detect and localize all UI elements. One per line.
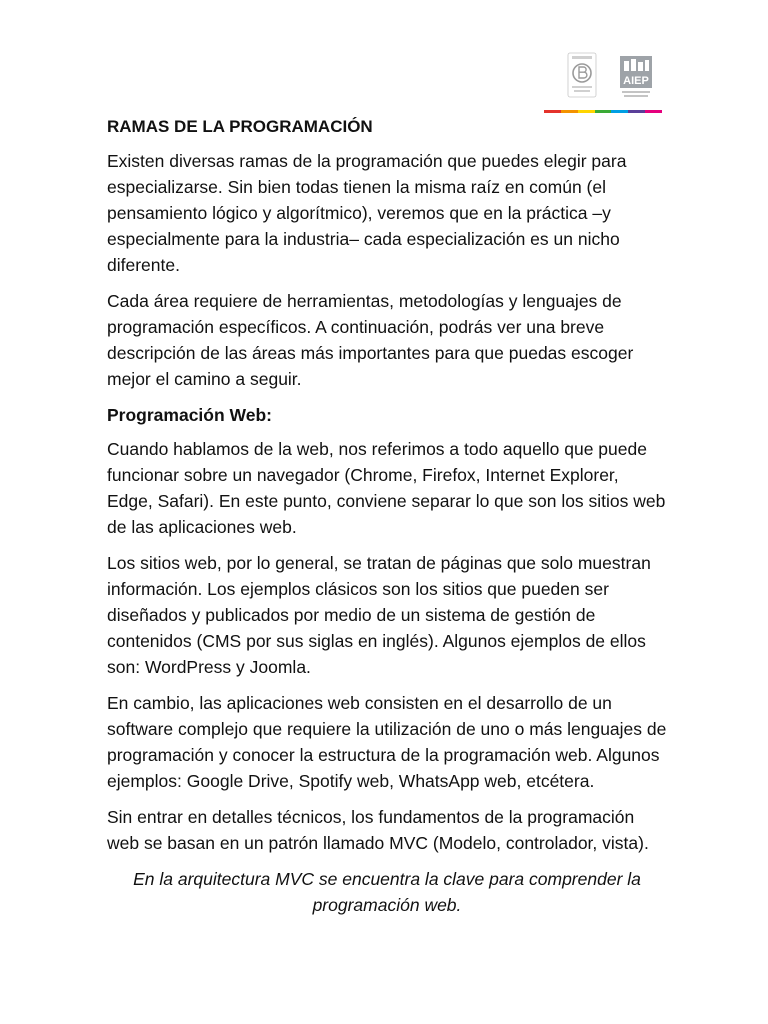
section-paragraph-2: Los sitios web, por lo general, se tratan de páginas que solo muestran información. Los ejemplos clásicos son los sitios que pueden ser diseñados y publicados por medio de un sistema de gestión de contenidos (CMS por sus siglas en inglés). Algunos ejemplos de ellos son: WordPress y Joomla. (107, 553, 651, 677)
rainbow-segment (578, 110, 595, 113)
header-logos (560, 52, 660, 108)
aiep-logo (620, 56, 652, 98)
highlight-quote: En la arquitectura MVC se encuentra la clave para comprender la programación web. (133, 869, 641, 915)
intro-paragraph-2: Cada área requiere de herramientas, metodologías y lenguajes de programación específicos. A continuación, podrás ver una breve descripción de las áreas más importantes para que puedas escoger mejor el camino a seguir. (107, 291, 634, 389)
rainbow-segment (561, 110, 578, 113)
section-paragraph-3: En cambio, las aplicaciones web consisten en el desarrollo de un software complejo que requiere la utilización de uno o más lenguajes de programación y conocer la estructura de la programación web. Algunos ejemplos: Google Drive, Spotify web, WhatsApp web, etcétera. (107, 693, 667, 791)
b-corp-certified-logo (567, 52, 597, 98)
rainbow-segment (611, 110, 628, 113)
rainbow-segment (595, 110, 612, 113)
section-paragraph-4: Sin entrar en detalles técnicos, los fundamentos de la programación web se basan en un patrón llamado MVC (Modelo, controlador, vista). (107, 807, 649, 853)
rainbow-segment (544, 110, 561, 113)
intro-paragraph-1: Existen diversas ramas de la programación que puedes elegir para especializarse. Sin bien todas tienen la misma raíz en común (el pensamiento lógico y algorítmico), veremos que en la práctica –y especialmente para la industria– cada especialización es un nicho diferente. (107, 151, 627, 275)
rainbow-divider (544, 110, 662, 113)
aiep-logo-text: AIEP (623, 75, 649, 87)
section-paragraph-1: Cuando hablamos de la web, nos referimos a todo aquello que puede funcionar sobre un navegador (Chrome, Firefox, Internet Explorer, Edge, Safari). En este punto, conviene separar lo que son los sitios web de las aplicaciones web. (107, 439, 666, 537)
rainbow-segment (628, 110, 645, 113)
rainbow-segment (645, 110, 662, 113)
section-heading: Programación Web: (107, 405, 272, 425)
document-title: RAMAS DE LA PROGRAMACIÓN (107, 117, 373, 136)
document-body (107, 114, 667, 928)
